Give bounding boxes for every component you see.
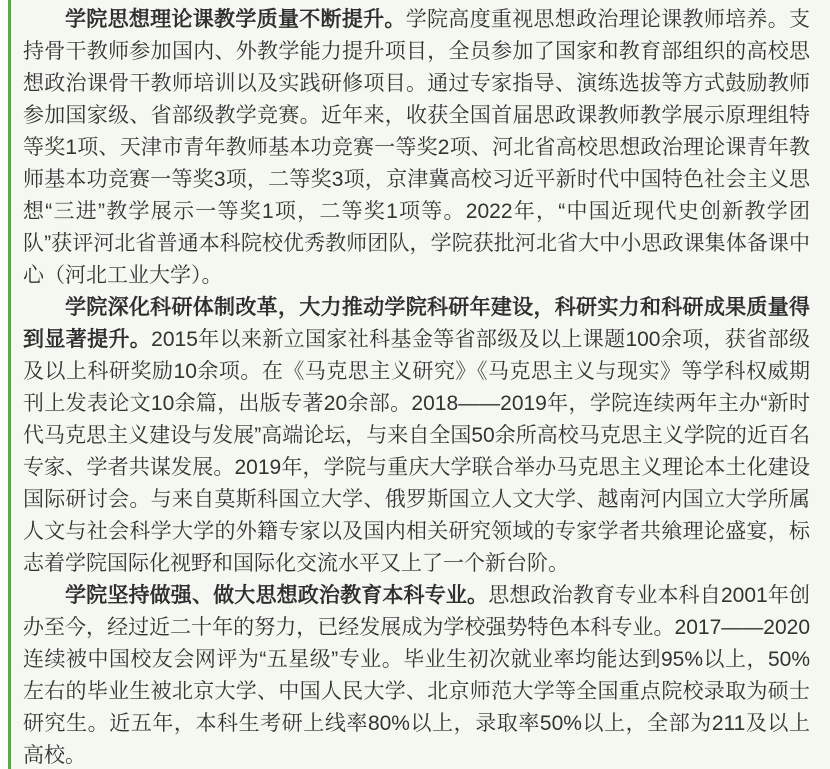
paragraph-text: 学院高度重视思想政治理论课教师培养。支持骨干教师参加国内、外教学能力提升项目，全员参加了国家和教育部组织的高校思想政治课骨干教师培训以及实践研修项目。通过专家指导、演练选拔等方式鼓励教师参加国家级、省部级教学竞赛。近年来，收获全国首届思政课教师教学展示原理组特等奖1项、天津市青年教师基本功竞赛一等奖2项、河北省高校思想政治理论课青年教师基本功竞赛一等奖3项，二等奖3项，京津冀高校习近平新时代中国特色社会主义思想“三进”教学展示一等奖1项，二等奖1项等。2022年，“中国近现代史创新教学团队”获评河北省普通本科院校优秀教师团队，学院获批河北省大中小思政课集体备课中心（河北工业大学）。 <box>23 8 811 287</box>
paragraph-teaching-quality <box>23 4 810 292</box>
paragraph-lead: 学院深化科研体制改革，大力推动学院科研年建设，科研实力和科研成果质量得到显著提升。 <box>23 296 810 351</box>
article-body <box>11 0 830 769</box>
paragraph-undergraduate-program <box>23 580 810 769</box>
paragraph-text: 2015年以来新立国家社科基金等省部级及以上课题100余项，获省部级及以上科研奖励10余项。在《马克思主义研究》《马克思主义与现实》等学科权威期刊上发表论文10余篇，出版专著20余部。2018——2019年，学院连续两年主办“新时代马克思主义建设与发展”高端论坛，与来自全国50余所高校马克思主义学院的近百名专家、学者共谋发展。2019年，学院与重庆大学联合举办马克思主义理论本土化建设国际研讨会。与来自莫斯科国立大学、俄罗斯国立人文大学、越南河内国立大学所属人文与社会科学大学的外籍专家以及国内相关研究领域的专家学者共飨理论盛宴，标志着学院国际化视野和国际化交流水平又上了一个新台阶。 <box>23 328 810 575</box>
paragraph-text: 思想政治教育专业本科自2001年创办至今，经过近二十年的努力，已经发展成为学校强势特色本科专业。2017——2020连续被中国校友会网评为“五星级”专业。毕业生初次就业率均能达到95%以上，50%左右的毕业生被北京大学、中国人民大学、北京师范大学等全国重点院校录取为硕士研究生。近五年，本科生考研上线率80%以上，录取率50%以上，全部为211及以上高校。 <box>23 584 810 767</box>
paragraph-lead: 学院坚持做强、做大思想政治教育本科专业。 <box>65 584 489 607</box>
paragraph-research-reform <box>23 292 810 580</box>
paragraph-lead: 学院思想理论课教学质量不断提升。 <box>65 8 406 31</box>
